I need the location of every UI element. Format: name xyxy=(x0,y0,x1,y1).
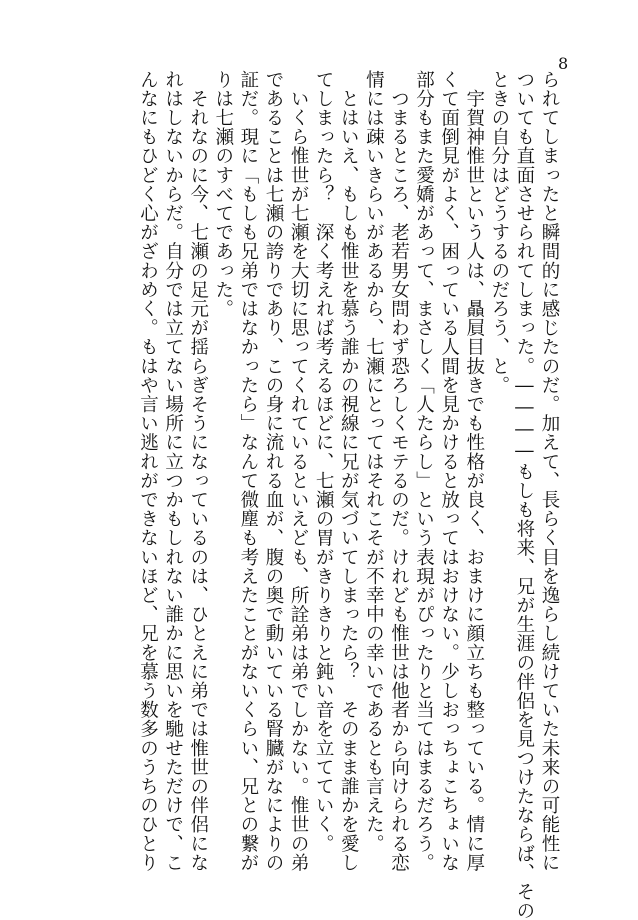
text-column: れはしないからだ。自分では立てない場所に立つかもしれない誰かに思いを馳せただけで、こ xyxy=(162,70,184,873)
text-column: いくら惟世が七瀬を大切に思ってくれているといえども、所詮弟は弟でしかない。惟世の弟 xyxy=(288,70,310,873)
text-column: 証だ。現に「もしも兄弟ではなかったら」なんて微塵も考えたことがないくらい、兄との繋が xyxy=(237,70,259,873)
vertical-text-body xyxy=(137,70,560,920)
text-column: んなにもひどく心がざわめく。もはや言い逃れができないほど、兄を慕う数多のうちのひとり xyxy=(137,70,159,873)
text-column: であることは七瀬の誇りであり、この身に流れる血が、腹の奥で動いている腎臓がなによりの xyxy=(262,70,284,873)
text-column: それなのに今、七瀬の足元が揺らぎそうになっているのは、ひとえに弟では惟世の伴侶にな xyxy=(187,70,209,873)
text-column: られてしまったと瞬間的に感じたのだ。加えて、長らく目を逸らし続けていた未来の可能性に xyxy=(539,70,560,873)
text-column: くて面倒見がよく、困っている人間を見かけると放ってはおけない。少しおっちょこちょいな xyxy=(438,70,460,873)
page-number: 8 xyxy=(558,54,569,73)
text-column: つまるところ、老若男女問わず恐ろしくモテるのだ。けれども惟世は他者から向けられる恋 xyxy=(388,70,410,873)
text-column: 宇賀神惟世という人は、贔屓目抜きでも性格が良く、おまけに顔立ちも整っている。情に厚 xyxy=(463,70,485,873)
text-column: とはいえ、もしも惟世を慕う誰かの視線に兄が気づいてしまったら？ そのまま誰かを愛し xyxy=(338,70,360,873)
text-column: てしまったら？ 深く考えれば考えるほどに、七瀬の胃がきりきりと鈍い音を立てていく。 xyxy=(313,70,335,854)
text-column: ときの自分はどうするのだろう、と。 xyxy=(488,70,510,395)
text-column: りは七瀬のすべてであった。 xyxy=(212,70,234,319)
text-column: ついても直面させられてしまった。――――もしも将来、兄が生涯の伴侶を見つけたならば、その xyxy=(513,70,535,920)
text-column: 情には疎いきらいがあるから、七瀬にとってはそれこそが不幸中の幸いであるとも言えた。 xyxy=(363,70,385,854)
text-column: 部分もまた愛嬌があって、まさしく「人たらし」という表現がぴったりと当てはまるだろう。 xyxy=(413,70,435,873)
